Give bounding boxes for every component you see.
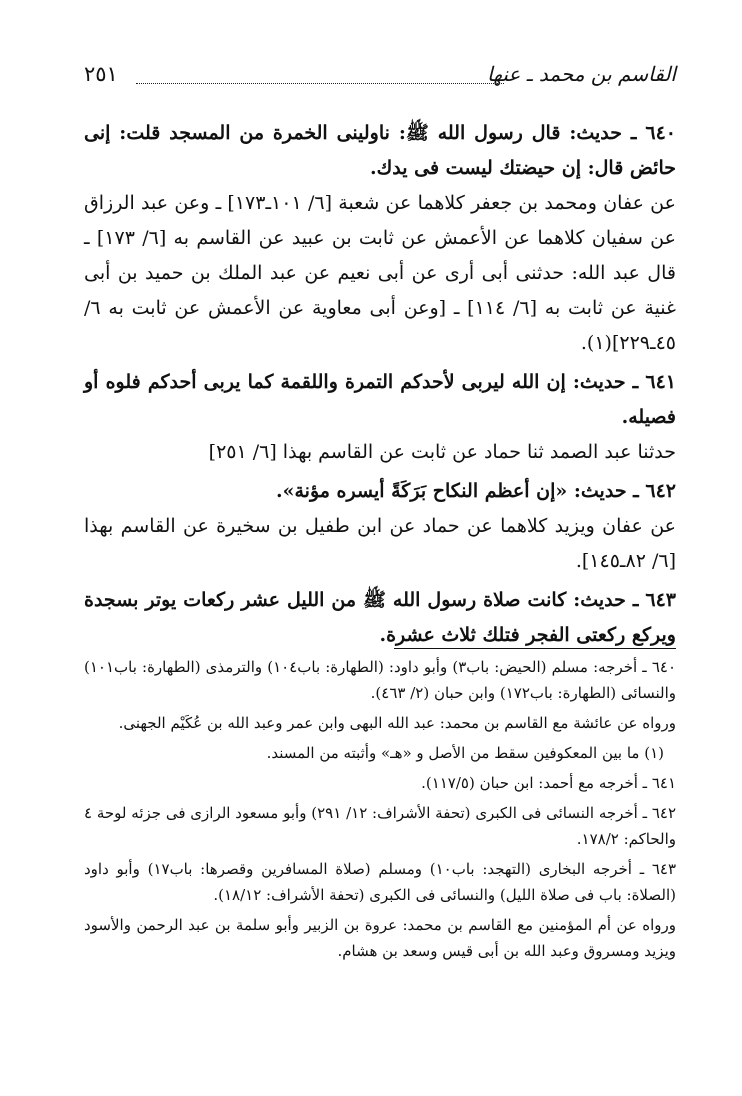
- hadith-text: ٦٤٠ ـ حديث: قال رسول الله ﷺ: ناولينى الخمرة من المسجد قلت: إنى حائض قال: إن حيضتك ليست فى يدك.: [84, 122, 676, 179]
- footnote: ورواه عن عائشة مع القاسم بن محمد: عبد الله البهى وابن عمر وعبد الله بن عُكَيْم الجهنى.: [118, 714, 676, 732]
- hadith-641: [84, 365, 676, 470]
- footnote: (١) ما بين المعكوفين سقط من الأصل و «هـ» وأثبته من المسند.: [266, 744, 664, 762]
- footnote: ٦٤٠ ـ أخرجه: مسلم (الحيض: باب٣) وأبو داود: (الطهارة: باب١٠٤) والترمذى (الطهارة: باب١٠١) والنسائى (الطهارة: باب١٧٢) وابن حبان (٢/ ٤٦٣).: [84, 658, 676, 702]
- footnote: ٦٤٣ ـ أخرجه البخارى (التهجد: باب١٠) ومسلم (صلاة المسافرين وقصرها: باب١٧) وأبو داود (الصلاة: باب فى صلاة الليل) والنسائى فى الكبرى (تحفة الأشراف: ١٨/١٢).: [84, 860, 676, 904]
- footnote: ورواه عن أم المؤمنين مع القاسم بن محمد: عروة بن الزبير وأبو سلمة بن عبد الرحمن والأسود ويزيد ومسروق وعبد الله بن أبى قيس وسعد بن هشام.: [84, 916, 676, 960]
- footnote: ٦٤٢ ـ أخرجه النسائى فى الكبرى (تحفة الأشراف: ١٢/ ٢٩١) وأبو مسعود الرازى فى جزئه لوحة ٤ والحاكم: ١٧٨/٢.: [84, 804, 676, 848]
- main-text: [84, 116, 676, 657]
- hadith-text: ٦٤٢ ـ حديث: «إن أعظم النكاح بَرَكَةً أيسره مؤنة».: [275, 480, 676, 502]
- footnote: ٦٤١ ـ أخرجه مع أحمد: ابن حبان (١١٧/٥).: [421, 774, 676, 792]
- hadith-640: [84, 116, 676, 361]
- running-header: [84, 62, 676, 92]
- header-dotted-rule: [136, 83, 504, 84]
- hadith-text: ٦٤٣ ـ حديث: كانت صلاة رسول الله ﷺ من الليل عشر ركعات يوتر بسجدة ويركع ركعتى الفجر فتلك ثلاث عشرة.: [84, 589, 676, 646]
- footnotes: [84, 654, 676, 968]
- footnote-separator: [394, 648, 676, 649]
- hadith-text: ٦٤١ ـ حديث: إن الله ليربى لأحدكم التمرة واللقمة كما يربى أحدكم فلوه أو فصيله.: [84, 371, 676, 428]
- hadith-chain: حدثنا عبد الصمد ثنا حماد عن ثابت عن القاسم بهذا [٦/ ٢٥١]: [208, 441, 676, 463]
- page-number: ٢٥١: [84, 62, 118, 86]
- hadith-chain: عن عفان ويزيد كلاهما عن حماد عن ابن طفيل بن سخيرة عن القاسم بهذا [٦/ ٨٢ـ١٤٥].: [84, 515, 676, 572]
- hadith-643: [84, 583, 676, 653]
- header-title: القاسم بن محمد ـ عنها: [487, 62, 676, 86]
- hadith-642: [84, 474, 676, 579]
- hadith-chain: عن عفان ومحمد بن جعفر كلاهما عن شعبة [٦/ ١٠١ـ١٧٣] ـ وعن عبد الرزاق عن سفيان كلاهما عن الأعمش عن ثابت بن عبيد عن القاسم به [٦/ ١٧٣] ـ قال عبد الله: حدثنى أبى أرى عن أبى نعيم عن عبد الملك بن حميد بن أبى غنية عن ثابت به [٦/ ١١٤] ـ [وعن أبى معاوية عن الأعمش عن ثابت به ٦/ ٤٥ـ٢٢٩](١).: [84, 192, 676, 354]
